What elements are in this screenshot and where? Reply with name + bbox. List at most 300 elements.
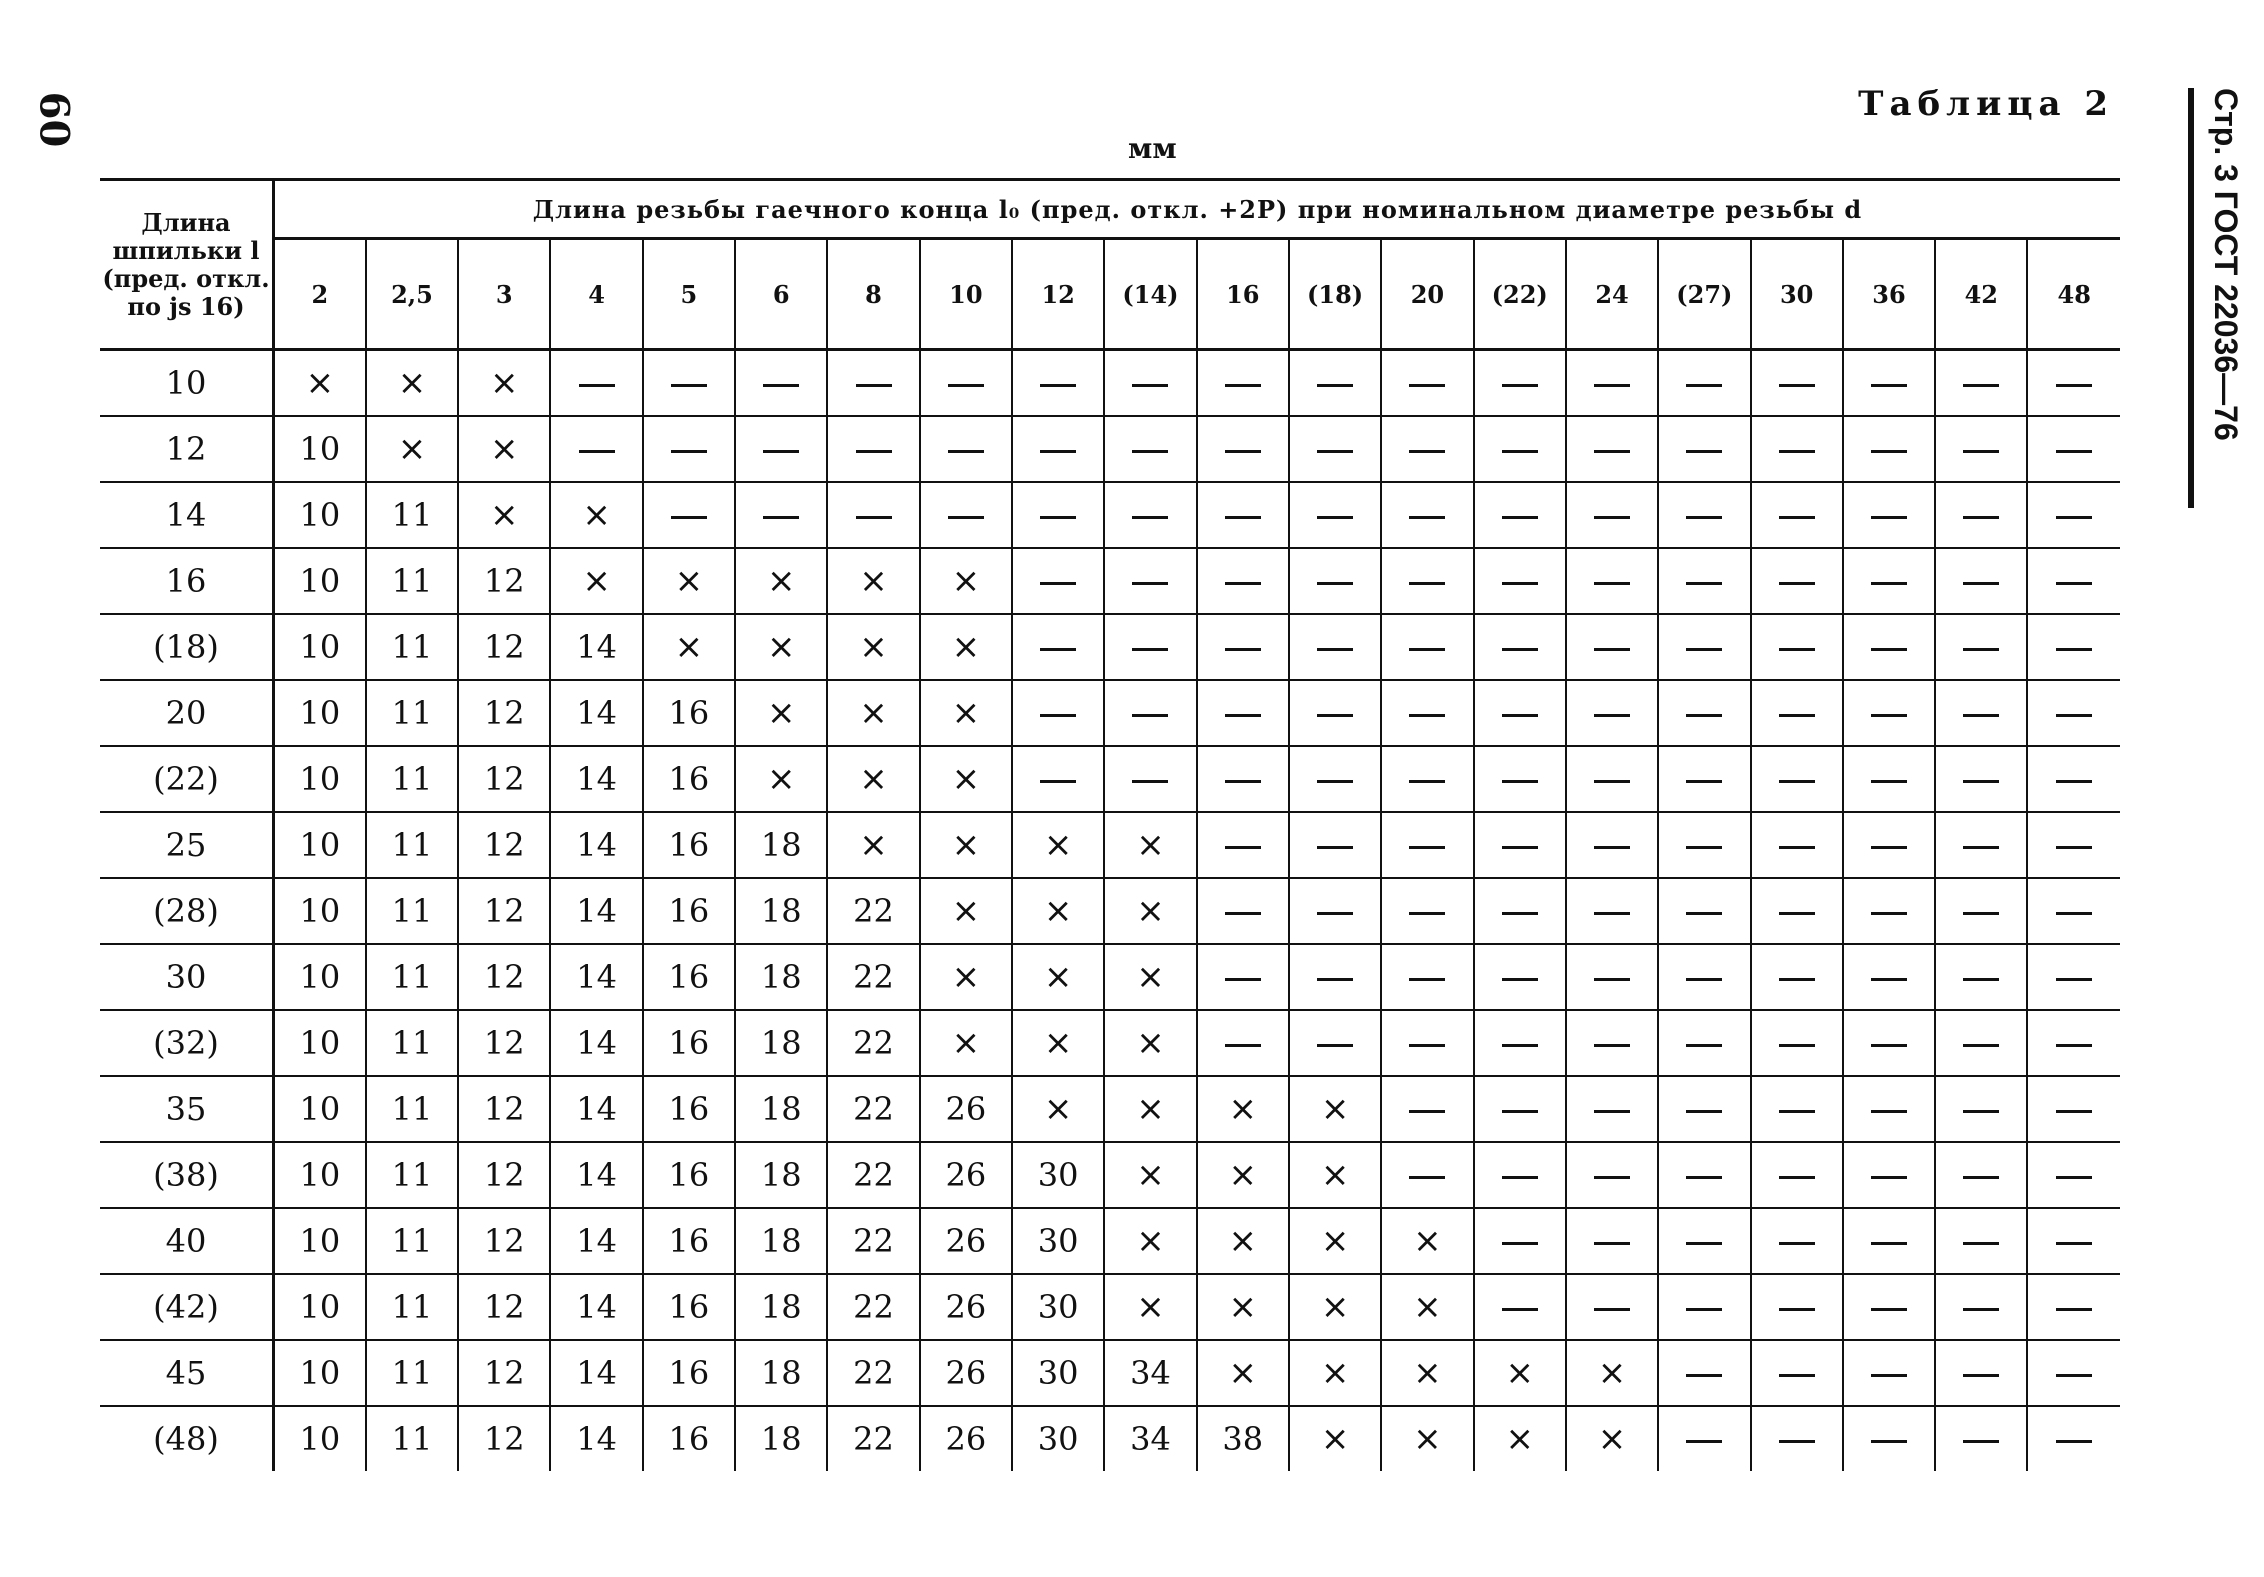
thread-length-cell: 11 bbox=[366, 1340, 458, 1406]
no-value-dash bbox=[1474, 482, 1566, 548]
no-value-dash bbox=[1751, 614, 1843, 680]
thread-length-cell: 16 bbox=[643, 812, 735, 878]
no-value-dash bbox=[1381, 944, 1473, 1010]
dash-mark bbox=[1409, 1176, 1445, 1179]
not-applicable-cross bbox=[550, 482, 642, 548]
no-value-dash bbox=[1381, 812, 1473, 878]
cross-mark: × bbox=[1136, 825, 1165, 865]
no-value-dash bbox=[1843, 1142, 1935, 1208]
cross-mark: × bbox=[1228, 1221, 1258, 1261]
cross-mark: × bbox=[1043, 957, 1073, 997]
thread-length-cell: 26 bbox=[920, 1142, 1012, 1208]
table-row bbox=[100, 812, 2120, 878]
diameter-header: 48 bbox=[2027, 239, 2120, 350]
no-value-dash bbox=[1658, 548, 1750, 614]
cross-mark: × bbox=[859, 825, 888, 865]
no-value-dash bbox=[1197, 350, 1289, 417]
no-value-dash bbox=[1751, 1076, 1843, 1142]
cross-mark: × bbox=[766, 693, 796, 733]
no-value-dash bbox=[1658, 680, 1750, 746]
not-applicable-cross bbox=[1381, 1274, 1473, 1340]
units-label: мм bbox=[1128, 132, 1177, 165]
no-value-dash bbox=[1381, 1076, 1473, 1142]
no-value-dash bbox=[1474, 944, 1566, 1010]
dash-mark bbox=[1779, 846, 1815, 849]
dash-mark bbox=[1963, 846, 1999, 849]
thread-length-cell: 18 bbox=[735, 944, 827, 1010]
not-applicable-cross bbox=[1197, 1340, 1289, 1406]
dash-mark bbox=[2056, 912, 2092, 915]
thread-length-cell: 18 bbox=[735, 1208, 827, 1274]
thread-length-cell: 14 bbox=[550, 1076, 642, 1142]
cross-mark: × bbox=[582, 495, 611, 535]
dash-mark bbox=[1686, 648, 1722, 651]
dash-mark bbox=[1502, 912, 1538, 915]
dash-mark bbox=[1225, 648, 1261, 651]
table-row bbox=[100, 482, 2120, 548]
thread-length-cell: 30 bbox=[1012, 1208, 1104, 1274]
not-applicable-cross bbox=[1104, 878, 1196, 944]
dash-mark bbox=[1040, 516, 1076, 519]
not-applicable-cross bbox=[1474, 1340, 1566, 1406]
dash-mark bbox=[2056, 846, 2092, 849]
thread-length-cell: 26 bbox=[920, 1208, 1012, 1274]
stud-length-cell: (42) bbox=[100, 1274, 274, 1340]
thread-length-cell: 12 bbox=[458, 878, 550, 944]
thread-length-cell: 16 bbox=[643, 1274, 735, 1340]
no-value-dash bbox=[2027, 1340, 2120, 1406]
not-applicable-cross bbox=[827, 746, 919, 812]
thread-length-cell: 30 bbox=[1012, 1142, 1104, 1208]
table-header bbox=[100, 180, 2120, 350]
table-row bbox=[100, 416, 2120, 482]
table-row bbox=[100, 1076, 2120, 1142]
dash-mark bbox=[671, 384, 707, 387]
dash-mark bbox=[1502, 1110, 1538, 1113]
no-value-dash bbox=[1012, 350, 1104, 417]
no-value-dash bbox=[1012, 614, 1104, 680]
no-value-dash bbox=[1566, 482, 1658, 548]
dash-mark bbox=[1594, 846, 1630, 849]
thread-length-cell: 14 bbox=[550, 944, 642, 1010]
cross-mark: × bbox=[766, 561, 796, 601]
dash-mark bbox=[1871, 780, 1907, 783]
no-value-dash bbox=[1843, 350, 1935, 417]
no-value-dash bbox=[1935, 482, 2027, 548]
no-value-dash bbox=[1197, 482, 1289, 548]
thread-length-cell: 16 bbox=[643, 1208, 735, 1274]
not-applicable-cross bbox=[827, 680, 919, 746]
no-value-dash bbox=[1197, 746, 1289, 812]
dash-mark bbox=[1409, 714, 1445, 717]
thread-length-cell: 11 bbox=[366, 746, 458, 812]
cross-mark: × bbox=[951, 1023, 981, 1063]
diameter-header: 5 bbox=[643, 239, 735, 350]
dash-mark bbox=[1871, 912, 1907, 915]
dash-mark bbox=[1963, 384, 1999, 387]
stud-length-cell: 25 bbox=[100, 812, 274, 878]
thread-length-cell: 16 bbox=[643, 1340, 735, 1406]
thread-length-cell: 16 bbox=[643, 1142, 735, 1208]
dash-mark bbox=[1779, 912, 1815, 915]
not-applicable-cross bbox=[366, 416, 458, 482]
dash-mark bbox=[1963, 516, 1999, 519]
dash-mark bbox=[2056, 1176, 2092, 1179]
dash-mark bbox=[948, 516, 984, 519]
no-value-dash bbox=[1658, 1010, 1750, 1076]
dash-mark bbox=[1594, 1044, 1630, 1047]
no-value-dash bbox=[1104, 746, 1196, 812]
stud-length-cell: (18) bbox=[100, 614, 274, 680]
no-value-dash bbox=[1658, 1406, 1750, 1471]
no-value-dash bbox=[1843, 944, 1935, 1010]
table-row bbox=[100, 1340, 2120, 1406]
dash-mark bbox=[1409, 582, 1445, 585]
not-applicable-cross bbox=[1289, 1274, 1381, 1340]
not-applicable-cross bbox=[1012, 1076, 1104, 1142]
dash-mark bbox=[1963, 978, 1999, 981]
no-value-dash bbox=[1474, 1010, 1566, 1076]
table-row bbox=[100, 878, 2120, 944]
dash-mark bbox=[1594, 1176, 1630, 1179]
dash-mark bbox=[2056, 1242, 2092, 1245]
stud-length-cell: 14 bbox=[100, 482, 274, 548]
dash-mark bbox=[1779, 516, 1815, 519]
dash-mark bbox=[1686, 516, 1722, 519]
diameter-header: 2,5 bbox=[366, 239, 458, 350]
dash-mark bbox=[1502, 516, 1538, 519]
thread-length-cell: 14 bbox=[550, 1406, 642, 1471]
diameter-header: 2 bbox=[274, 239, 366, 350]
thread-length-cell: 12 bbox=[458, 1340, 550, 1406]
dash-mark bbox=[856, 384, 892, 387]
dash-mark bbox=[2056, 780, 2092, 783]
no-value-dash bbox=[827, 416, 919, 482]
dash-mark bbox=[1409, 978, 1445, 981]
no-value-dash bbox=[1381, 614, 1473, 680]
no-value-dash bbox=[1566, 1076, 1658, 1142]
dash-mark bbox=[1409, 450, 1445, 453]
no-value-dash bbox=[1381, 878, 1473, 944]
no-value-dash bbox=[1658, 1274, 1750, 1340]
not-applicable-cross bbox=[1289, 1076, 1381, 1142]
dash-mark bbox=[1132, 450, 1168, 453]
thread-length-cell: 12 bbox=[458, 1208, 550, 1274]
no-value-dash bbox=[1751, 1010, 1843, 1076]
no-value-dash bbox=[1751, 1208, 1843, 1274]
thread-length-cell: 14 bbox=[550, 1208, 642, 1274]
not-applicable-cross bbox=[735, 680, 827, 746]
dash-mark bbox=[763, 516, 799, 519]
dash-mark bbox=[1963, 780, 1999, 783]
diameter-header: 20 bbox=[1381, 239, 1473, 350]
not-applicable-cross bbox=[1566, 1406, 1658, 1471]
thread-length-cell: 12 bbox=[458, 1076, 550, 1142]
cross-mark: × bbox=[766, 759, 796, 799]
no-value-dash bbox=[1935, 1076, 2027, 1142]
table-row bbox=[100, 548, 2120, 614]
stud-length-cell: 20 bbox=[100, 680, 274, 746]
no-value-dash bbox=[1935, 614, 2027, 680]
dash-mark bbox=[1594, 714, 1630, 717]
not-applicable-cross bbox=[920, 746, 1012, 812]
not-applicable-cross bbox=[920, 944, 1012, 1010]
diameter-header: (18) bbox=[1289, 239, 1381, 350]
no-value-dash bbox=[1104, 614, 1196, 680]
dash-mark bbox=[1132, 516, 1168, 519]
dash-mark bbox=[1871, 1440, 1907, 1443]
dash-mark bbox=[1225, 912, 1261, 915]
thread-length-cell: 22 bbox=[827, 1142, 919, 1208]
diameter-header: 10 bbox=[920, 239, 1012, 350]
no-value-dash bbox=[1474, 350, 1566, 417]
stud-length-cell: 30 bbox=[100, 944, 274, 1010]
dash-mark bbox=[1686, 1242, 1722, 1245]
thread-length-cell: 12 bbox=[458, 746, 550, 812]
thread-length-cell: 22 bbox=[827, 1340, 919, 1406]
thread-length-cell: 22 bbox=[827, 878, 919, 944]
not-applicable-cross bbox=[274, 350, 366, 417]
cross-mark: × bbox=[1228, 1353, 1258, 1393]
dash-mark bbox=[1963, 714, 1999, 717]
dash-mark bbox=[1502, 450, 1538, 453]
dash-mark bbox=[1132, 648, 1168, 651]
no-value-dash bbox=[2027, 680, 2120, 746]
cross-mark: × bbox=[1413, 1353, 1442, 1393]
dash-mark bbox=[1686, 1044, 1722, 1047]
cross-mark: × bbox=[582, 561, 611, 601]
no-value-dash bbox=[2027, 416, 2120, 482]
dash-mark bbox=[763, 450, 799, 453]
span-title: Длина резьбы гаечного конца l₀ (пред. откл. +2P) при номинальном диаметре резьбы d bbox=[274, 180, 2121, 239]
dash-mark bbox=[1871, 846, 1907, 849]
cross-mark: × bbox=[951, 759, 981, 799]
thread-length-cell: 18 bbox=[735, 1406, 827, 1471]
no-value-dash bbox=[2027, 614, 2120, 680]
no-value-dash bbox=[1751, 944, 1843, 1010]
not-applicable-cross bbox=[920, 614, 1012, 680]
thread-length-cell: 16 bbox=[643, 1076, 735, 1142]
diameter-header: 8 bbox=[827, 239, 919, 350]
cross-mark: × bbox=[1136, 891, 1165, 931]
dash-mark bbox=[1963, 450, 1999, 453]
no-value-dash bbox=[1658, 416, 1750, 482]
not-applicable-cross bbox=[458, 416, 550, 482]
dash-mark bbox=[1502, 1308, 1538, 1311]
thread-length-cell: 11 bbox=[366, 680, 458, 746]
not-applicable-cross bbox=[735, 614, 827, 680]
cross-mark: × bbox=[397, 429, 427, 469]
dash-mark bbox=[1871, 516, 1907, 519]
no-value-dash bbox=[1658, 1208, 1750, 1274]
no-value-dash bbox=[1751, 680, 1843, 746]
dash-mark bbox=[1779, 1242, 1815, 1245]
dash-mark bbox=[1225, 384, 1261, 387]
not-applicable-cross bbox=[827, 614, 919, 680]
cross-mark: × bbox=[1320, 1419, 1350, 1459]
dash-mark bbox=[1871, 1044, 1907, 1047]
no-value-dash bbox=[1474, 1142, 1566, 1208]
not-applicable-cross bbox=[1104, 1010, 1196, 1076]
cross-mark: × bbox=[1505, 1353, 1534, 1393]
no-value-dash bbox=[1751, 1406, 1843, 1471]
not-applicable-cross bbox=[1474, 1406, 1566, 1471]
no-value-dash bbox=[2027, 350, 2120, 417]
no-value-dash bbox=[1935, 1010, 2027, 1076]
dash-mark bbox=[1963, 1044, 1999, 1047]
dash-mark bbox=[1225, 1044, 1261, 1047]
no-value-dash bbox=[1751, 746, 1843, 812]
dash-mark bbox=[1963, 582, 1999, 585]
dash-mark bbox=[1963, 1440, 1999, 1443]
dash-mark bbox=[1686, 1374, 1722, 1377]
dash-mark bbox=[1686, 912, 1722, 915]
dash-mark bbox=[1317, 780, 1353, 783]
not-applicable-cross bbox=[735, 746, 827, 812]
dash-mark bbox=[2056, 648, 2092, 651]
not-applicable-cross bbox=[1566, 1340, 1658, 1406]
thread-length-cell: 12 bbox=[458, 680, 550, 746]
dash-mark bbox=[2056, 1374, 2092, 1377]
dash-mark bbox=[1963, 912, 1999, 915]
dash-mark bbox=[1502, 1044, 1538, 1047]
cross-mark: × bbox=[1136, 1089, 1165, 1129]
thread-length-cell: 34 bbox=[1104, 1406, 1196, 1471]
dash-mark bbox=[1871, 648, 1907, 651]
no-value-dash bbox=[1289, 1010, 1381, 1076]
thread-length-cell: 12 bbox=[458, 1274, 550, 1340]
no-value-dash bbox=[1935, 1208, 2027, 1274]
dash-mark bbox=[1871, 1176, 1907, 1179]
thread-length-cell: 34 bbox=[1104, 1340, 1196, 1406]
no-value-dash bbox=[1289, 482, 1381, 548]
dash-mark bbox=[1779, 714, 1815, 717]
dash-mark bbox=[1963, 1110, 1999, 1113]
dash-mark bbox=[1594, 780, 1630, 783]
dash-mark bbox=[1871, 384, 1907, 387]
not-applicable-cross bbox=[1197, 1208, 1289, 1274]
dash-mark bbox=[1132, 384, 1168, 387]
dash-mark bbox=[1225, 846, 1261, 849]
dash-mark bbox=[1594, 978, 1630, 981]
thread-length-cell: 14 bbox=[550, 680, 642, 746]
thread-length-cell: 22 bbox=[827, 1208, 919, 1274]
table-row bbox=[100, 614, 2120, 680]
no-value-dash bbox=[2027, 878, 2120, 944]
dash-mark bbox=[1409, 780, 1445, 783]
dash-mark bbox=[2056, 714, 2092, 717]
table-body bbox=[100, 350, 2120, 1472]
dash-mark bbox=[1317, 714, 1353, 717]
thread-length-cell: 11 bbox=[366, 1274, 458, 1340]
dash-mark bbox=[1686, 846, 1722, 849]
dash-mark bbox=[856, 516, 892, 519]
dash-mark bbox=[1871, 1110, 1907, 1113]
not-applicable-cross bbox=[920, 878, 1012, 944]
dash-mark bbox=[1317, 648, 1353, 651]
cross-mark: × bbox=[1413, 1221, 1442, 1261]
thread-length-cell: 11 bbox=[366, 1208, 458, 1274]
no-value-dash bbox=[1751, 812, 1843, 878]
table-row bbox=[100, 1274, 2120, 1340]
no-value-dash bbox=[1197, 1010, 1289, 1076]
no-value-dash bbox=[1566, 614, 1658, 680]
no-value-dash bbox=[1381, 482, 1473, 548]
stud-length-cell: 10 bbox=[100, 350, 274, 417]
thread-length-cell: 11 bbox=[366, 1406, 458, 1471]
no-value-dash bbox=[1381, 416, 1473, 482]
no-value-dash bbox=[1104, 416, 1196, 482]
no-value-dash bbox=[1012, 416, 1104, 482]
no-value-dash bbox=[1566, 416, 1658, 482]
thread-length-cell: 22 bbox=[827, 944, 919, 1010]
table-row bbox=[100, 1142, 2120, 1208]
no-value-dash bbox=[1566, 680, 1658, 746]
thread-length-cell: 10 bbox=[274, 416, 366, 482]
cross-mark: × bbox=[1228, 1089, 1258, 1129]
not-applicable-cross bbox=[1197, 1076, 1289, 1142]
no-value-dash bbox=[1474, 680, 1566, 746]
thread-length-table bbox=[100, 178, 2120, 1471]
thread-length-cell: 12 bbox=[458, 1142, 550, 1208]
diameter-header: 6 bbox=[735, 239, 827, 350]
not-applicable-cross bbox=[458, 482, 550, 548]
dash-mark bbox=[1040, 384, 1076, 387]
stud-length-cell: (22) bbox=[100, 746, 274, 812]
thread-length-cell: 12 bbox=[458, 1406, 550, 1471]
cross-mark: × bbox=[490, 363, 519, 403]
not-applicable-cross bbox=[1104, 812, 1196, 878]
thread-length-cell: 16 bbox=[643, 944, 735, 1010]
dash-mark bbox=[1686, 1110, 1722, 1113]
thread-length-cell: 11 bbox=[366, 878, 458, 944]
dash-mark bbox=[1317, 912, 1353, 915]
no-value-dash bbox=[1935, 944, 2027, 1010]
not-applicable-cross bbox=[827, 812, 919, 878]
no-value-dash bbox=[920, 416, 1012, 482]
not-applicable-cross bbox=[1012, 878, 1104, 944]
thread-length-cell: 12 bbox=[458, 548, 550, 614]
stud-length-cell: (38) bbox=[100, 1142, 274, 1208]
no-value-dash bbox=[643, 350, 735, 417]
no-value-dash bbox=[1289, 812, 1381, 878]
dash-mark bbox=[1686, 450, 1722, 453]
dash-mark bbox=[2056, 582, 2092, 585]
no-value-dash bbox=[1474, 548, 1566, 614]
not-applicable-cross bbox=[550, 548, 642, 614]
dash-mark bbox=[1040, 582, 1076, 585]
no-value-dash bbox=[1843, 614, 1935, 680]
dash-mark bbox=[1686, 1308, 1722, 1311]
dash-mark bbox=[1871, 978, 1907, 981]
no-value-dash bbox=[2027, 944, 2120, 1010]
dash-mark bbox=[1594, 450, 1630, 453]
side-divider bbox=[2188, 88, 2194, 508]
not-applicable-cross bbox=[1381, 1208, 1473, 1274]
no-value-dash bbox=[1289, 416, 1381, 482]
cross-mark: × bbox=[1136, 1023, 1165, 1063]
dash-mark bbox=[1409, 384, 1445, 387]
no-value-dash bbox=[1843, 1010, 1935, 1076]
dash-mark bbox=[1963, 1176, 1999, 1179]
dash-mark bbox=[2056, 1440, 2092, 1443]
cross-mark: × bbox=[1413, 1419, 1442, 1459]
thread-length-cell: 11 bbox=[366, 1142, 458, 1208]
no-value-dash bbox=[1658, 1340, 1750, 1406]
no-value-dash bbox=[643, 416, 735, 482]
thread-length-cell: 18 bbox=[735, 1142, 827, 1208]
no-value-dash bbox=[1566, 1274, 1658, 1340]
